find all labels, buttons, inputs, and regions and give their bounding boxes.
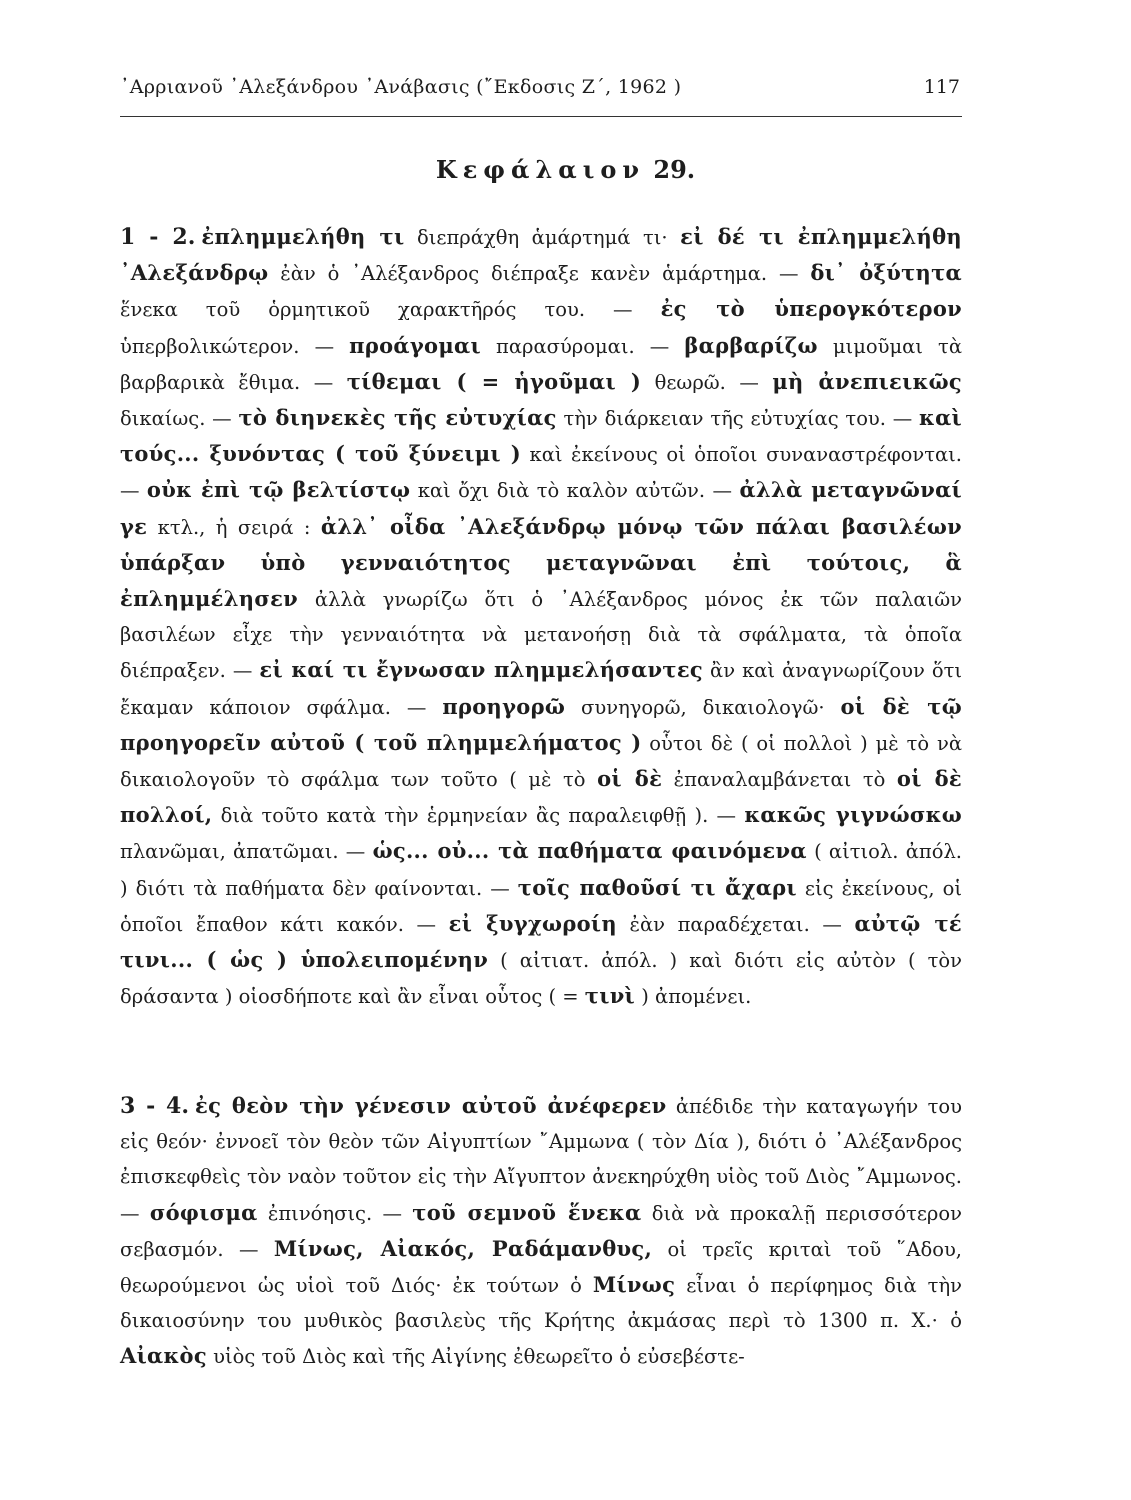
lemma: Αἰακὸς <box>120 1343 207 1369</box>
paragraph-number: 1 - 2. <box>120 224 196 250</box>
running-title: ᾿Αρριανοῦ ᾿Αλεξάνδρου ᾿Ανάβασις (῎Εκδοσις Ζ΄, 1962 ) <box>120 76 682 98</box>
lemma: οἱ δὲ <box>597 766 663 792</box>
gloss: οἱ τρεῖς κριταὶ τοῦ ῞Αδου, θεωρούμενοι ὡς υἱοὶ τοῦ Διός· ἐκ τούτων ὁ <box>120 1237 962 1298</box>
gloss: ἀπέδιδε τὴν καταγωγήν του εἰς θεόν· ἐννοεῖ τὸν θεὸν τῶν Αἰγυπτίων ῎Αμμωνα ( τὸν Δία ), διότι ὁ ᾿Αλέξανδρος ἐπισκεφθεὶς τὸν ναὸν τοῦτον εἰς τὴν Αἴγυπτον ἀνεκηρύχθη υἱὸς τοῦ Διὸς ῎Αμμωνος. — <box>120 1095 962 1225</box>
gloss: ἐὰν παραδέχεται. — <box>616 912 855 936</box>
lemma: δι᾿ ὀξύτητα <box>810 260 963 286</box>
gloss: υἱὸς τοῦ Διὸς καὶ τῆς Αἰγίνης ἐθεωρεῖτο ὁ εὐσεβέστε- <box>206 1345 745 1369</box>
lemma: ἀλλὰ μεταγνῶναί γε <box>120 477 962 539</box>
gloss: ὑπερβολικώτερον. — <box>120 334 350 358</box>
gloss: διὰ τοῦτο κατὰ τὴν ἑρμηνείαν ἂς παραλειφθῇ ). — <box>212 804 745 828</box>
lemma: τοῖς παθοῦσί τι ἄχαρι <box>517 874 797 900</box>
gloss: ἐὰν ὁ ᾿Αλέξανδρος διέπραξε κανὲν ἁμάρτημα. — <box>268 262 811 286</box>
lemma: εἰ ξυγχωροίη <box>448 910 617 936</box>
gloss: πλανῶμαι, ἀπατῶμαι. — <box>120 840 373 864</box>
gloss: καὶ ἐκείνους οἱ ὁποῖοι συναναστρέφονται. — <box>120 443 962 503</box>
lemma: σόφισμα <box>149 1199 258 1225</box>
gloss: ( αἰτιατ. ἀπόλ. ) καὶ διότι εἰς αὐτὸν ( τὸν δράσαντα ) οἱοσδήποτε καὶ ἂν εἶναι οὗτος ( = <box>120 949 962 1009</box>
gloss: ἀλλὰ γνωρίζω ὅτι ὁ ᾿Αλέξανδρος μόνος ἐκ τῶν παλαιῶν βασιλέων εἶχε τὴν γενναιότητα νὰ μετανοήσῃ διὰ τὰ σφάλματα, τὰ ὁποῖα διέπραξεν. — <box>120 588 962 683</box>
gloss: μιμοῦμαι τὰ βαρβαρικὰ ἔθιμα. — <box>120 334 962 394</box>
paragraph-3-4 <box>120 1088 962 1375</box>
lemma: τοῦ σεμνοῦ ἕνεκα <box>412 1199 642 1225</box>
gloss: εἰς ἐκείνους, οἱ ὁποῖοι ἔπαθον κάτι κακόν. — <box>120 876 962 936</box>
lemma: τίθεμαι ( = ἡγοῦμαι ) <box>346 368 642 394</box>
lemma: ἐς τὸ ὑπερογκότερον <box>660 296 962 322</box>
gloss: δικαίως. — <box>120 407 239 431</box>
lemma: οὐκ ἐπὶ τῷ βελτίστῳ <box>146 477 411 503</box>
gloss: οὗτοι δὲ ( οἱ πολλοὶ ) μὲ τὸ νὰ δικαιολογοῦν τὸ σφάλμα των τοῦτο ( μὲ τὸ <box>120 731 962 792</box>
page-number: 117 <box>923 76 960 98</box>
gloss: διὰ νὰ προκαλῇ περισσότερον σεβασμόν. — <box>120 1201 962 1261</box>
lemma: εἰ δέ τι ἐπλημμελήθη ᾿Αλεξάνδρῳ <box>120 224 962 286</box>
gloss: ἐπαναλαμβάνεται τὸ <box>662 768 897 792</box>
lemma: ἐς θεὸν τὴν γένεσιν αὐτοῦ ἀνέφερεν <box>195 1093 667 1118</box>
gloss: καὶ ὄχι διὰ τὸ καλὸν αὐτῶν. — <box>410 479 740 503</box>
lemma: ὡς... οὐ... τὰ παθήματα φαινόμενα <box>372 838 807 864</box>
lemma: ἀλλ᾿ οἶδα ᾿Αλεξάνδρῳ μόνῳ τῶν πάλαι βασιλέων ὑπάρξαν ὑπὸ γενναιότητος μεταγνῶναι ἐπὶ τούτοις, ἃ ἐπλημμέλησεν <box>120 513 962 612</box>
gloss: τὴν διάρκειαν τῆς εὐτυχίας του. — <box>556 407 920 431</box>
lemma: οἱ δὲ πολλοί, <box>120 766 962 828</box>
gloss: ( αἰτιολ. ἀπόλ. ) διότι τὰ παθήματα δὲν φαίνονται. — <box>120 840 963 900</box>
gloss: διεπράχθη ἁμάρτημά τι· <box>404 226 681 249</box>
gloss: συνηγορῶ, δικαιολογῶ· <box>565 695 841 719</box>
chapter-heading <box>0 155 1131 184</box>
chapter-number: 29. <box>653 155 696 184</box>
paragraph-number: 3 - 4. <box>120 1093 190 1119</box>
lemma: προηγορῶ <box>442 693 566 719</box>
gloss: ) ἀπομένει. <box>635 985 752 1009</box>
gloss: εἶναι ὁ περίφημος διὰ τὴν δικαιοσύνην του μυθικὸς βασιλεὺς τῆς Κρήτης ἀκμάσας περὶ τὸ 1300 π. Χ.· ὁ <box>120 1274 962 1333</box>
gloss: ἕνεκα τοῦ ὁρμητικοῦ χαρακτῆρός του. — <box>120 298 661 322</box>
gloss: θεωρῶ. — <box>641 370 773 394</box>
lemma: Μίνως, Αἰακός, Ραδάμανθυς, <box>273 1235 653 1261</box>
lemma: οἱ δὲ τῷ προηγορεῖν αὐτοῦ ( τοῦ πλημμελήματος ) <box>120 693 962 755</box>
chapter-label: Κεφάλαιον <box>435 155 646 184</box>
lemma: αὐτῷ τέ τινι... ( ὡς ) ὑπολειπομένην <box>120 910 962 973</box>
paragraph-1-2 <box>120 219 962 1014</box>
lemma: τὸ διηνεκὲς τῆς εὐτυχίας <box>238 405 557 431</box>
gloss: ἂν καὶ ἀναγνωρίζουν ὅτι ἔκαμαν κάποιον σφάλμα. — <box>120 659 963 719</box>
lemma: κακῶς γιγνώσκω <box>744 802 962 828</box>
gloss: κτλ., ἡ σειρά : <box>147 515 321 539</box>
lemma: Μίνως <box>592 1272 676 1298</box>
gloss: παρασύρομαι. — <box>480 334 685 358</box>
lemma: μὴ ἀνεπιεικῶς <box>772 368 963 394</box>
lemma: ἐπλημμελήθη τι <box>201 224 405 249</box>
lemma: προάγομαι <box>349 332 481 358</box>
lemma: καὶ τούς... ξυνόντας ( τοῦ ξύνειμι ) <box>120 405 963 467</box>
gloss: ἐπινόησις. — <box>257 1201 413 1225</box>
lemma: εἰ καί τι ἔγνωσαν πλημμελήσαντες <box>259 657 703 683</box>
lemma: τινὶ <box>584 983 636 1009</box>
lemma: βαρβαρίζω <box>684 332 818 358</box>
running-header <box>120 76 962 117</box>
